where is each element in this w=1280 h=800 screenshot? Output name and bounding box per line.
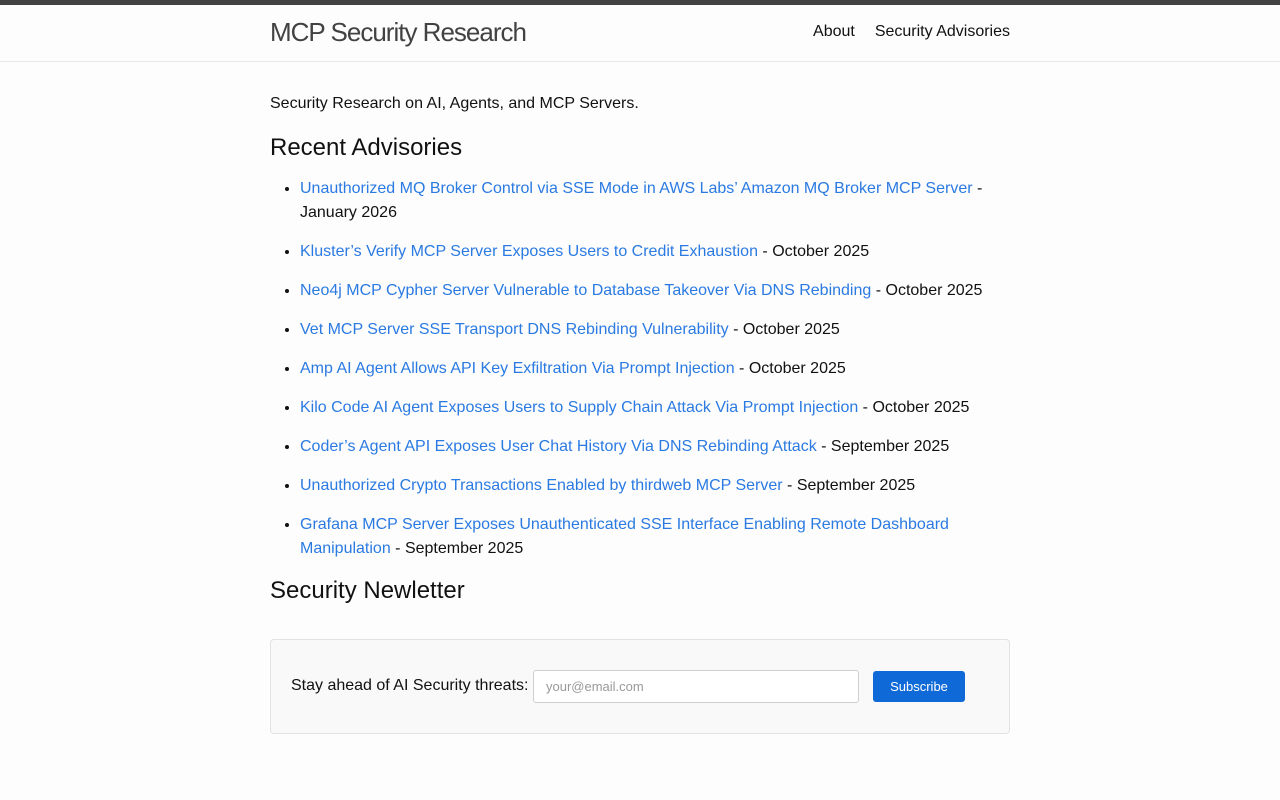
advisory-date: - September 2025 <box>782 477 916 494</box>
advisory-date: - October 2025 <box>757 243 870 260</box>
advisory-item <box>300 396 1010 420</box>
newsletter-label: Stay ahead of AI Security threats: <box>291 677 529 694</box>
advisory-date: - October 2025 <box>734 360 846 377</box>
nav-security-advisories-link[interactable]: Security Advisories <box>874 23 1010 40</box>
recent-advisories-heading: Recent Advisories <box>270 134 463 161</box>
advisory-link[interactable]: Coder’s Agent API Exposes User Chat History Via DNS Rebinding Attack <box>300 438 817 455</box>
site-nav <box>813 22 1010 42</box>
advisory-date: - September 2025 <box>390 540 524 557</box>
advisory-link[interactable]: Grafana MCP Server Exposes Unauthenticated SSE Interface Enabling Remote Dashboard Manipulation <box>300 516 949 557</box>
advisory-item <box>300 177 1010 225</box>
advisory-date: - September 2025 <box>816 438 950 455</box>
newsletter-heading: Security Newletter <box>270 577 465 604</box>
advisory-date: - January 2026 <box>300 180 983 221</box>
email-input[interactable] <box>533 670 859 703</box>
advisory-item <box>300 240 1010 264</box>
advisory-date: - October 2025 <box>728 321 840 338</box>
newsletter-form <box>270 639 1010 734</box>
advisory-item <box>300 357 1010 381</box>
advisory-item <box>300 435 1010 459</box>
advisory-item <box>300 279 1010 303</box>
advisory-date: - October 2025 <box>871 282 983 299</box>
advisory-link[interactable]: Amp AI Agent Allows API Key Exfiltration Via Prompt Injection <box>300 360 735 377</box>
page-content <box>270 93 1010 734</box>
advisory-link[interactable]: Kilo Code AI Agent Exposes Users to Supply Chain Attack Via Prompt Injection <box>300 399 859 416</box>
subscribe-button[interactable]: Subscribe <box>873 671 965 702</box>
advisory-link[interactable]: Unauthorized Crypto Transactions Enabled by thirdweb MCP Server <box>300 477 783 494</box>
advisory-link[interactable]: Vet MCP Server SSE Transport DNS Rebinding Vulnerability <box>300 321 729 338</box>
site-title-link[interactable]: MCP Security Research <box>270 17 526 47</box>
nav-about-link[interactable]: About <box>813 23 855 40</box>
site-header <box>0 5 1280 62</box>
advisory-item <box>300 513 1010 561</box>
advisory-date: - October 2025 <box>858 399 970 416</box>
advisory-link[interactable]: Unauthorized MQ Broker Control via SSE Mode in AWS Labs’ Amazon MQ Broker MCP Server <box>300 180 973 197</box>
advisory-item <box>300 318 1010 342</box>
intro-text: Security Research on AI, Agents, and MCP Servers. <box>270 95 639 112</box>
advisory-item <box>300 474 1010 498</box>
advisory-list <box>270 177 1010 561</box>
advisory-link[interactable]: Neo4j MCP Cypher Server Vulnerable to Database Takeover Via DNS Rebinding <box>300 282 872 299</box>
advisory-link[interactable]: Kluster’s Verify MCP Server Exposes Users to Credit Exhaustion <box>300 243 758 260</box>
